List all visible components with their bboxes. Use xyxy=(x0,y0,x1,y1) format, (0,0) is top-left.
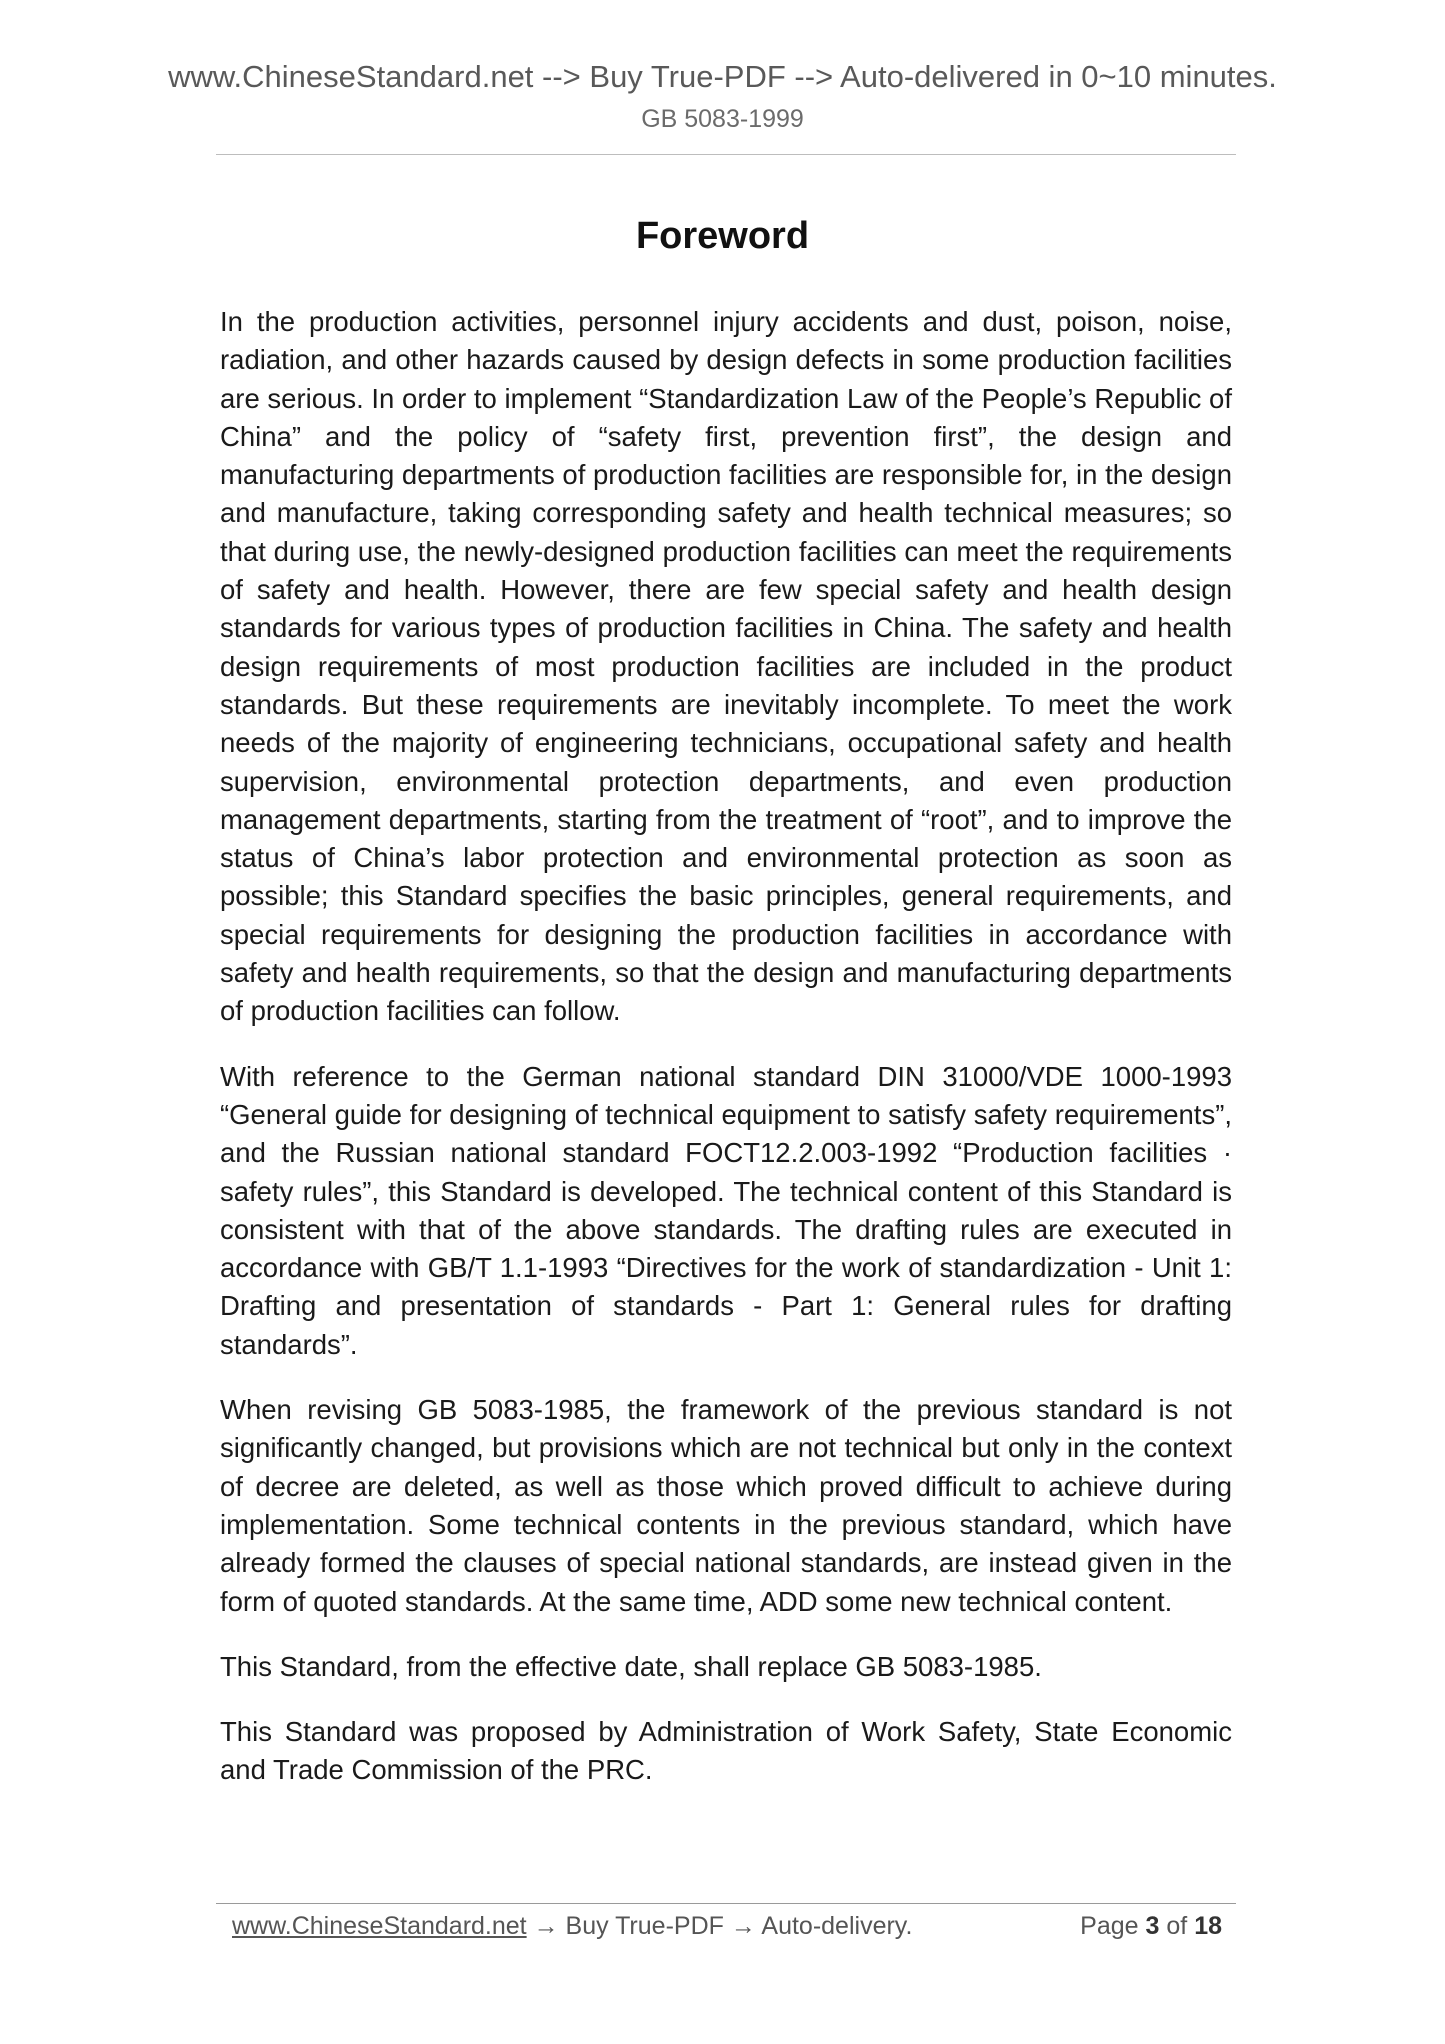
page-label: Page xyxy=(1080,1912,1139,1940)
body-text xyxy=(220,303,1232,1817)
footer-website-link[interactable]: www.ChineseStandard.net xyxy=(232,1912,527,1940)
page-title: Foreword xyxy=(635,215,810,257)
page-total: 18 xyxy=(1194,1912,1222,1940)
page-indicator xyxy=(1080,1911,1222,1941)
paragraph-4: This Standard, from the effective date, shall replace GB 5083-1985. xyxy=(220,1650,1042,1682)
page-number: 3 xyxy=(1145,1912,1160,1940)
footer-tagline: → Buy True-PDF → Auto-delivery. xyxy=(526,1912,913,1940)
header-banner: www.ChineseStandard.net --> Buy True-PDF --> Auto-delivered in 0~10 minutes. xyxy=(168,59,1277,94)
paragraph-2: With reference to the German national standard DIN 31000/VDE 1000-1993 “General guide for designing of technical equipment to satisfy safety requirements”, and the Russian national standard FOCT12.2.003-1992 “Production facilities · safety rules”, this Standard is developed. The technical content of this Standard is consistent with that of the above standards. The drafting rules are executed in accordance with GB/T 1.1-1993 “Directives for the work of standardization - Unit 1: Drafting and presentation of standards - Part 1: General rules for drafting standards”. xyxy=(220,1060,1232,1360)
footer-divider xyxy=(216,1903,1236,1904)
paragraph-5: This Standard was proposed by Administration of Work Safety, State Economic and Trade Commission of the PRC. xyxy=(220,1716,1232,1786)
paragraph-1: In the production activities, personnel injury accidents and dust, poison, noise, radiation, and other hazards caused by design defects in some production facilities are serious. In order to implement “Standardization Law of the People’s Republic of China” and the policy of “safety first, prevention first”, the design and manufacturing departments of production facilities are responsible for, in the design and manufacture, taking corresponding safety and health technical measures; so that during use, the newly-designed production facilities can meet the requirements of safety and health. However, there are few special safety and health design standards for various types of production facilities in China. The safety and health design requirements of most production facilities are included in the product standards. But these requirements are inevitably incomplete. To meet the work needs of the majority of engineering technicians, occupational safety and health supervision, environmental protection departments, and even production management departments, starting from the treatment of “root”, and to improve the status of China’s labor protection and environmental protection as soon as possible; this Standard specifies the basic principles, general requirements, and special requirements for designing the production facilities in accordance with safety and health requirements, so that the design and manufacturing departments of production facilities can follow. xyxy=(220,306,1232,1027)
footer xyxy=(232,1911,1222,1941)
paragraph-3: When revising GB 5083-1985, the framework of the previous standard is not significantly changed, but provisions which are not technical but only in the context of decree are deleted, as well as those which proved difficult to achieve during implementation. Some technical contents in the previous standard, which have already formed the clauses of special national standards, are instead given in the form of quoted standards. At the same time, ADD some new technical content. xyxy=(220,1394,1232,1617)
document-code: GB 5083-1999 xyxy=(641,105,804,133)
of-label: of xyxy=(1166,1912,1188,1940)
header-divider xyxy=(216,154,1236,155)
